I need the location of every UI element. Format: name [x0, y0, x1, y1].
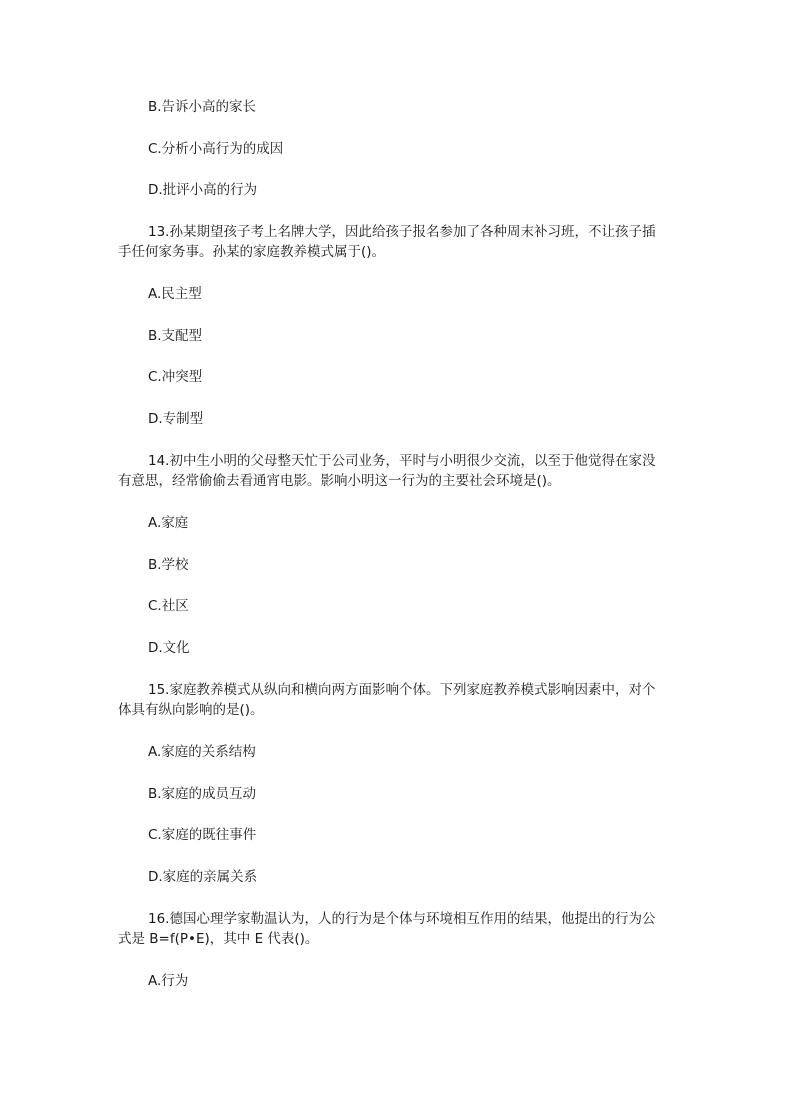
question-14-line-1: 14.初中生小明的父母整天忙于公司业务，平时与小明很少交流，以至于他觉得在家没 — [148, 453, 656, 469]
question-15-line-2: 体具有纵向影响的是()。 — [118, 702, 264, 718]
option-a-q16: A.行为 — [148, 973, 189, 989]
option-b-q15: B.家庭的成员互动 — [148, 786, 257, 802]
option-c-q13: C.冲突型 — [148, 369, 203, 385]
option-c-q15: C.家庭的既往事件 — [148, 827, 257, 843]
question-15-line-1: 15.家庭教养模式从纵向和横向两方面影响个体。下列家庭教养模式影响因素中，对个 — [148, 682, 656, 698]
option-c-q14: C.社区 — [148, 598, 189, 614]
option-b-q14: B.学校 — [148, 557, 189, 573]
question-13-line-1: 13.孙某期望孩子考上名牌大学，因此给孩子报名参加了各种周末补习班，不让孩子插 — [148, 224, 656, 240]
option-a-q13: A.民主型 — [148, 286, 202, 302]
option-d-q13: D.专制型 — [148, 411, 204, 427]
option-c-q12: C.分析小高行为的成因 — [148, 141, 284, 157]
question-14-line-2: 有意思，经常偷偷去看通宵电影。影响小明这一行为的主要社会环境是()。 — [118, 473, 561, 489]
option-a-q14: A.家庭 — [148, 515, 189, 531]
option-b-q13: B.支配型 — [148, 328, 203, 344]
option-d-q15: D.家庭的亲属关系 — [148, 869, 258, 885]
option-b-q12: B.告诉小高的家长 — [148, 99, 257, 115]
question-16-line-2: 式是 B=f(P•E)，其中 E 代表()。 — [118, 931, 319, 947]
option-a-q15: A.家庭的关系结构 — [148, 744, 256, 760]
option-d-q12: D.批评小高的行为 — [148, 182, 258, 198]
option-d-q14: D.文化 — [148, 640, 190, 656]
question-13-line-2: 手任何家务事。孙某的家庭教养模式属于()。 — [118, 244, 386, 260]
question-16-line-1: 16.德国心理学家勒温认为，人的行为是个体与环境相互作用的结果，他提出的行为公 — [148, 911, 656, 927]
